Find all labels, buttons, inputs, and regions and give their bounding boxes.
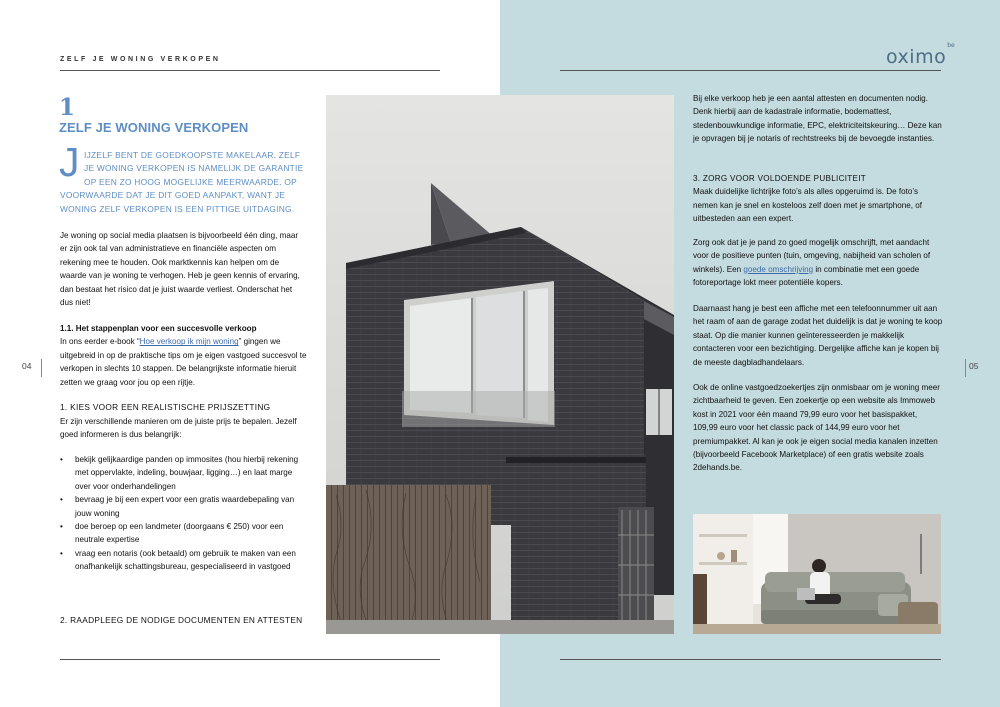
list-item: • bekijk gelijkaardige panden op immosites (hou hierbij rekening met oppervlakte, indeling, bouwjaar, ligging…) en laat marge over voor onderhandelingen: [60, 453, 310, 493]
list-item: • doe beroep op een landmeter (doorgaans € 250) voor een neutrale expertise: [60, 520, 310, 547]
step2-heading: 2. RAADPLEEG DE NODIGE DOCUMENTEN EN ATTESTEN: [60, 615, 303, 625]
list-item: • bevraag je bij een expert voor een gratis waardebepaling van jouw woning: [60, 493, 310, 520]
ebook-link[interactable]: Hoe verkoop ik mijn woning: [139, 337, 239, 347]
step1-heading: 1. KIES VOOR EEN REALISTISCHE PRIJSZETTING: [60, 402, 271, 412]
step1-text: Er zijn verschillende manieren om de juiste prijs te bepalen. Jezelf goed informeren is dus belangrijk:: [60, 417, 297, 440]
living-room-photo: [693, 514, 941, 634]
price-tips-list: [60, 453, 310, 574]
online-listings-paragraph: Ook de online vastgoedzoekertjes zijn onmisbaar om je woning meer zichtbaarheid te geven. Een zoekertje op een website als Immoweb kost in 2021 voor één maand 79,99 euro voor het basispakket, 109,99 euro voor het classic pack of 144,99 euro voor het premiumpakket. Al kan je ook je eigen social media kanalen inzetten (bijvoorbeeld Facebook Marketplace) of een gratis website zoals 2dehands.be.: [693, 383, 940, 473]
page-number-divider: [965, 359, 966, 377]
step3-heading: 3. ZORG VOOR VOLDOENDE PUBLICITEIT: [693, 174, 867, 183]
step3-text: Maak duidelijke lichtrijke foto’s als alles opgeruimd is. De foto’s nemen kan je snel en kosteloos zelf doen met je smartphone, of uitbesteden aan een expert.: [693, 187, 923, 224]
stappenplan-section: [60, 322, 310, 389]
body-paragraph: Je woning op social media plaatsen is bijvoorbeeld één ding, maar er zijn ook tal van administratieve en financiële aspecten om rekening mee te houden. Ook marktkennis kan helpen om de waarde van je woning te verhogen. Heb je geen kennis of ervaring, dan bestaat het risico dat je juist waarde verliest. Onderschat het dus niet!: [60, 231, 300, 308]
chapter-number: 1: [59, 94, 76, 121]
running-head: ZELF JE WONING VERKOPEN: [60, 56, 221, 63]
footer-rule-left: [60, 659, 440, 660]
footer-rule-right: [560, 659, 941, 660]
page-number-divider: [41, 359, 42, 377]
description-paragraph: Zorg ook dat je je pand zo goed mogelijk omschrijft, met aandacht voor de positieve punten (tuin, omgeving, nabijheid van scholen of winkels). Een goede omschrijving in combinatie met een goede fotoreportage lokt meer potentiële kopers.: [693, 238, 931, 288]
header-rule-left: [60, 70, 440, 71]
intro-line: OP EEN ZO HOOG MOGELIJKE MEERWAARDE. OP: [84, 176, 297, 187]
poster-paragraph: Daarnaast hang je best een affiche met een telefoonnummer uit aan het raam of aan de garage zodat het duidelijk is dat je woning te koop staat. Op die manier kunnen geïnteresseerden je makkelijk contacteren voor een bezichtiging. Dergelijke affiche kan je kopen bij de meeste dagbladhandelaars.: [693, 304, 943, 367]
page-number-right: 05: [969, 361, 979, 371]
intro-paragraph: [60, 149, 312, 216]
oximo-logo: oximo$^{be}$: [886, 41, 955, 68]
good-description-link[interactable]: goede omschrijving: [743, 264, 814, 274]
list-item: • vraag een notaris (ook betaald) om gebruik te maken van een onafhankelijk schattingsbureau, gespecialiseerd in vastgoed: [60, 547, 310, 574]
house-photo: [326, 95, 674, 634]
publicity-section: [693, 172, 943, 226]
chapter-title: ZELF JE WONING VERKOPEN: [59, 120, 249, 135]
section-heading: 1.1. Het stappenplan voor een succesvolle verkoop: [60, 324, 257, 333]
page-number-left: 04: [22, 361, 32, 371]
stappenplan-text: In ons eerder e-book “Hoe verkoop ik mijn woning” gingen we uitgebreid in op de praktische tips om je eigen vastgoed succesvol te verkopen in slechts 10 stappen. De belangrijkste informatie hieruit zetten we graag voor jou op een rijtje.: [60, 337, 307, 387]
intro-line: IJZELF BENT DE GOEDKOOPSTE MAKELAAR. ZELF: [84, 150, 301, 160]
intro-rest: VOORWAARDE DAT JE DIT GOED AANPAKT, WANT JE WONING ZELF VERKOPEN IS EEN PITTIGE UITDAGING.: [60, 190, 295, 214]
documents-paragraph: Bij elke verkoop heb je een aantal attesten en documenten nodig. Denk hierbij aan de kadastrale informatie, bodemattest, stedenbouwkundige informatie, EPC, elektriciteitskeuring… Deze kan je opvragen bij je notaris of rechtstreeks bij de bevoegde instanties.: [693, 94, 942, 144]
drop-cap: J: [59, 139, 80, 185]
header-rule-right: [560, 70, 941, 71]
intro-line: JE WONING VERKOPEN IS NAMELIJK DE GARANTIE: [84, 163, 304, 174]
